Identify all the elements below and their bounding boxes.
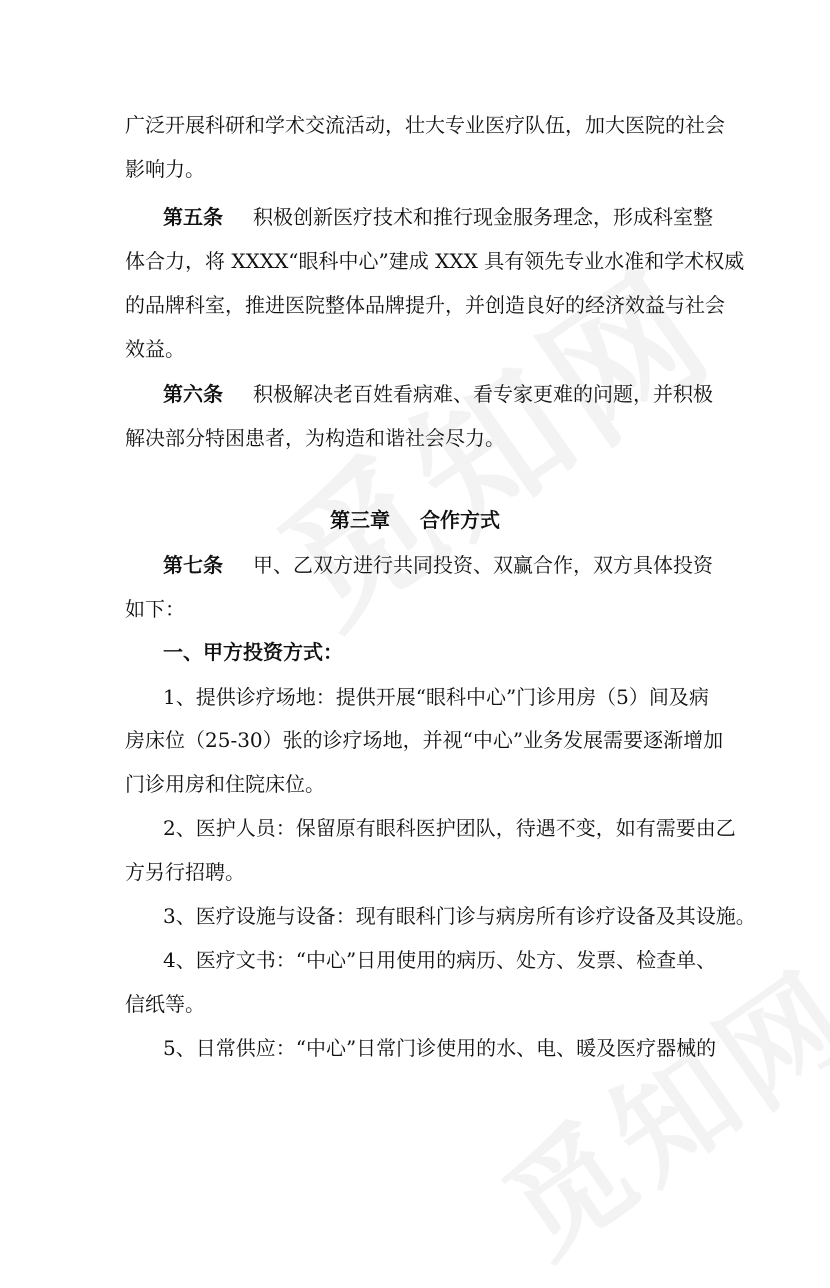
paragraph-line: 的品牌科室，推进医院整体品牌提升，并创造良好的经济效益与社会 (125, 293, 725, 317)
article-6-line (163, 381, 713, 407)
article-label: 第七条 (163, 553, 223, 577)
article-7-line (163, 552, 713, 578)
list-item-line: 3、医疗设施与设备：现有眼科门诊与病房所有诊疗设备及其设施。 (163, 904, 756, 928)
paragraph-line: 影响力。 (125, 157, 205, 181)
paragraph-line: 效益。 (125, 337, 185, 361)
article-text: 积极解决老百姓看病难、看专家更难的问题，并积极 (253, 382, 713, 406)
paragraph-line: 如下： (125, 597, 185, 621)
watermark (466, 924, 830, 1288)
section-heading: 一、甲方投资方式： (163, 640, 343, 664)
article-label: 第六条 (163, 382, 223, 406)
list-item-line: 1、提供诊疗场地：提供开展“眼科中心”门诊用房（5）间及病 (163, 685, 709, 709)
article-text: 积极创新医疗技术和推行现金服务理念，形成科室整 (253, 205, 713, 229)
list-item-line: 5、日常供应：“中心”日常门诊使用的水、电、暖及医疗器械的 (163, 1036, 717, 1060)
article-5-line (163, 204, 713, 230)
chapter-heading (330, 507, 500, 533)
list-item-line: 4、医疗文书：“中心”日用使用的病历、处方、发票、检查单、 (163, 948, 717, 972)
paragraph-line: 广泛开展科研和学术交流活动，壮大专业医疗队伍，加大医院的社会 (125, 113, 725, 137)
list-item-line: 门诊用房和住院床位。 (125, 772, 325, 796)
chapter-number: 第三章 (330, 508, 390, 532)
paragraph-line: 体合力，将 XXXX“眼科中心”建成 XXX 具有领先专业水准和学术权威 (125, 249, 745, 273)
chapter-title: 合作方式 (420, 508, 500, 532)
list-item-line: 房床位（25-30）张的诊疗场地，并视“中心”业务发展需要逐渐增加 (125, 728, 724, 752)
list-item-line: 信纸等。 (125, 992, 205, 1016)
article-text: 甲、乙双方进行共同投资、双赢合作，双方具体投资 (253, 553, 713, 577)
list-item-line: 2、医护人员：保留原有眼科医护团队，待遇不变，如有需要由乙 (163, 816, 736, 840)
paragraph-line: 解决部分特困患者，为构造和谐社会尽力。 (125, 426, 505, 450)
list-item-line: 方另行招聘。 (125, 860, 245, 884)
article-label: 第五条 (163, 205, 223, 229)
